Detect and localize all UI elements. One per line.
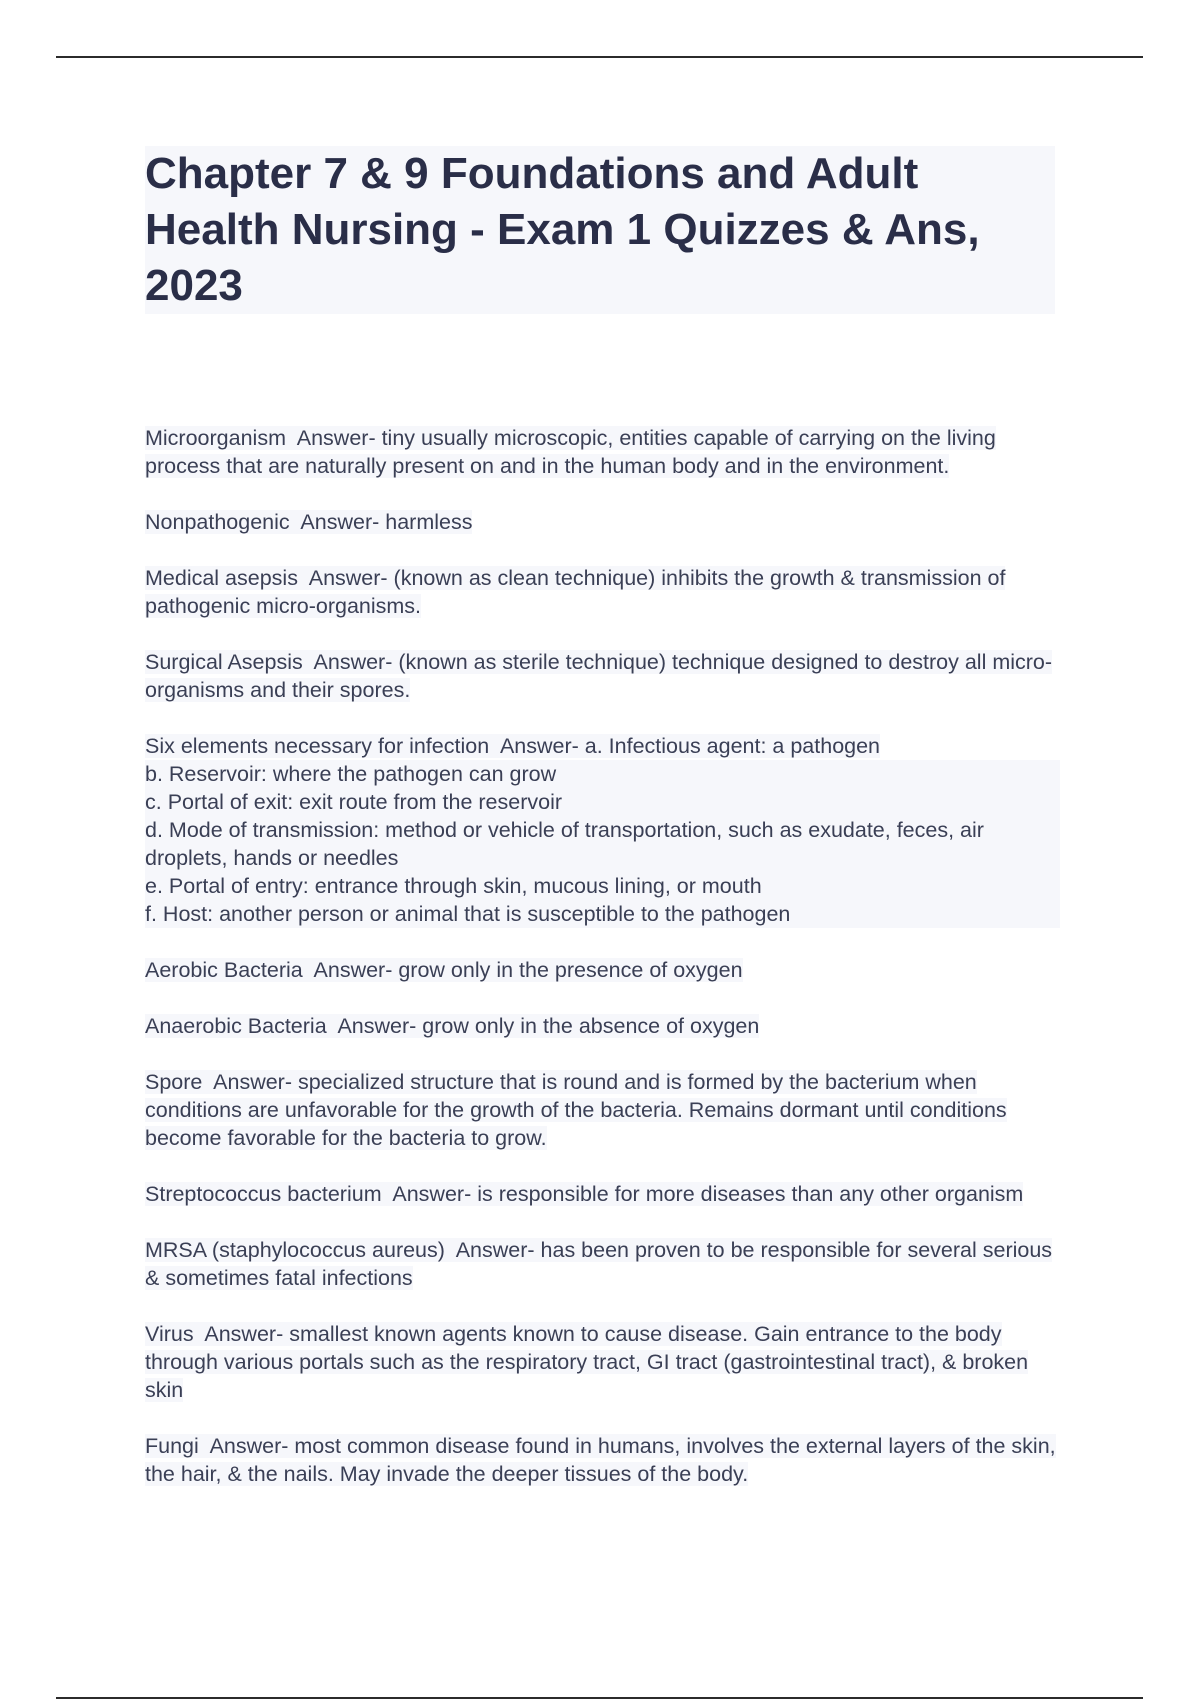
bottom-rule: [56, 1697, 1143, 1699]
qa-term: Fungi: [145, 1434, 199, 1458]
qa-entry: [145, 1068, 1060, 1152]
qa-term: Medical asepsis: [145, 566, 298, 590]
qa-term: Microorganism: [145, 426, 286, 450]
qa-entry: [145, 1180, 1060, 1208]
qa-answer-line: e. Portal of entry: entrance through skin, mucous lining, or mouth: [145, 872, 1060, 900]
qa-answer-line: b. Reservoir: where the pathogen can grow: [145, 760, 1060, 788]
qa-entry: [145, 732, 1060, 928]
qa-answer-line: f. Host: another person or animal that is susceptible to the pathogen: [145, 900, 1060, 928]
qa-entry: [145, 1236, 1060, 1292]
qa-entry: [145, 1320, 1060, 1404]
qa-answer: Answer- grow only in the absence of oxygen: [337, 1014, 760, 1038]
qa-term: Aerobic Bacteria: [145, 958, 303, 982]
qa-entry: [145, 1012, 1060, 1040]
qa-term: Anaerobic Bacteria: [145, 1014, 327, 1038]
qa-entry: [145, 956, 1060, 984]
qa-answer: Answer- (known as clean technique) inhibits the growth & transmission of pathogenic micro-organisms.: [145, 566, 1006, 618]
qa-term: MRSA (staphylococcus aureus): [145, 1238, 445, 1262]
qa-term: Surgical Asepsis: [145, 650, 303, 674]
qa-term: Streptococcus bacterium: [145, 1182, 382, 1206]
qa-answer: Answer- harmless: [300, 510, 473, 534]
qa-answer-line: d. Mode of transmission: method or vehicle of transportation, such as exudate, feces, air droplets, hands or needles: [145, 816, 1060, 872]
qa-entry: [145, 508, 1060, 536]
qa-answer: Answer- a. Infectious agent: a pathogen: [499, 734, 881, 758]
qa-entry: [145, 424, 1060, 480]
qa-answer: Answer- has been proven to be responsible for several serious & sometimes fatal infections: [145, 1238, 1053, 1290]
qa-answer: Answer- smallest known agents known to cause disease. Gain entrance to the body through various portals such as the respiratory tract, GI tract (gastrointestinal tract), & broken skin: [145, 1322, 1029, 1402]
qa-term: Nonpathogenic: [145, 510, 290, 534]
qa-answer: Answer- grow only in the presence of oxygen: [313, 958, 743, 982]
qa-term: Six elements necessary for infection: [145, 734, 490, 758]
qa-list: [145, 424, 1060, 1516]
qa-entry: [145, 648, 1060, 704]
qa-answer: Answer- specialized structure that is round and is formed by the bacterium when conditions are unfavorable for the growth of the bacteria. Remains dormant until conditions become favorable for the bacteria to grow.: [145, 1070, 1007, 1150]
top-rule: [56, 56, 1143, 58]
qa-term: Virus: [145, 1322, 194, 1346]
title-block: [145, 146, 1055, 314]
qa-answer: Answer- tiny usually microscopic, entities capable of carrying on the living process that are naturally present on and in the human body and in the environment.: [145, 426, 996, 478]
qa-answer-line: c. Portal of exit: exit route from the reservoir: [145, 788, 1060, 816]
qa-entry: [145, 564, 1060, 620]
page-title: Chapter 7 & 9 Foundations and Adult Health Nursing - Exam 1 Quizzes & Ans, 2023: [145, 149, 980, 310]
qa-term: Spore: [145, 1070, 203, 1094]
qa-answer: Answer- most common disease found in humans, involves the external layers of the skin, the hair, & the nails. May invade the deeper tissues of the body.: [145, 1434, 1056, 1486]
qa-entry: [145, 1432, 1060, 1488]
qa-answer: Answer- is responsible for more diseases than any other organism: [392, 1182, 1024, 1206]
qa-answer: Answer- (known as sterile technique) technique designed to destroy all micro-organisms and their spores.: [145, 650, 1053, 702]
